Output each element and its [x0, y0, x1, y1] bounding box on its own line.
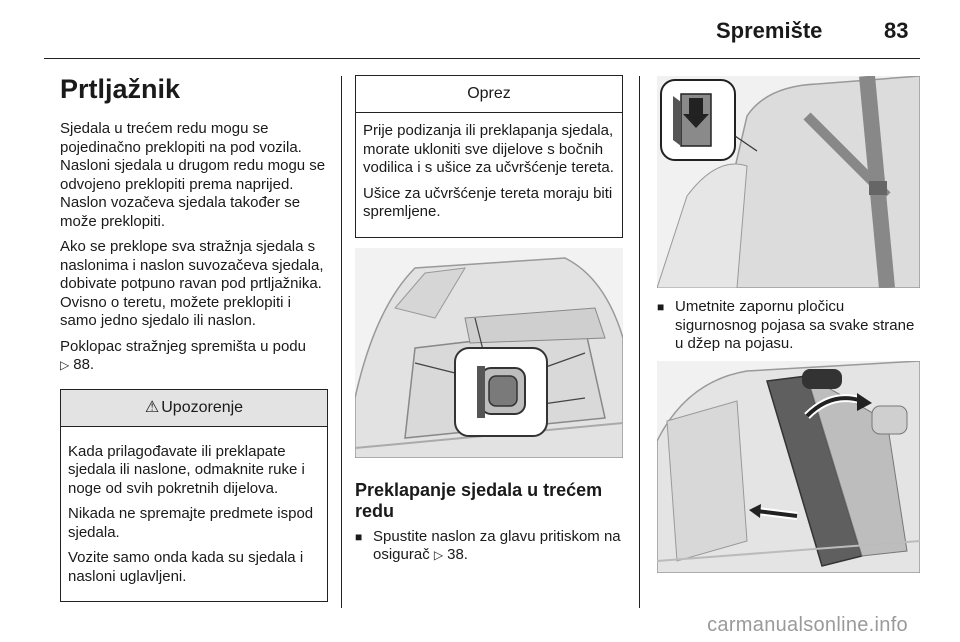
caution-body [356, 113, 622, 237]
page-reference-link[interactable]: ▷ 88. [60, 356, 94, 373]
warning-body [61, 427, 327, 602]
column-divider [341, 76, 342, 608]
watermark: carmanualsonline.info [707, 614, 908, 636]
instruction-bullet: ■ Umetnite zapornu pločicu sigurnosnog pojasa sa svake strane u džep na pojasu. [657, 298, 920, 354]
caution-header: Oprez [356, 76, 622, 113]
caution-paragraph: Ušice za učvršćenje tereta moraju biti spremljene. [363, 184, 613, 220]
paragraph: Ako se preklope sva stražnja sjedala s naslonima i naslon suvozačeva sjedala, dobivate potpuno ravan pod prtljažnika. Ovisno o teretu, možete preklopiti i samo jedno sjedalo ili naslon. [60, 238, 324, 329]
warning-title: Upozorenje [161, 398, 244, 416]
paragraph [60, 338, 328, 375]
column-divider [639, 76, 640, 608]
page-number: 83 [884, 18, 909, 43]
section-title: Spremište [716, 18, 823, 43]
seat-fold-illustration [657, 361, 920, 573]
warning-triangle-icon: ⚠ [144, 398, 160, 416]
column-1 [60, 70, 328, 602]
seat-belt-illustration [657, 76, 920, 288]
trunk-load-eye-illustration [355, 248, 623, 458]
paragraph: Sjedala u trećem redu mogu se pojedinačno preklopiti na pod vozila. Nasloni sjedala u drugom redu mogu se odvojeno preklopiti prema naprijed. Naslon vozačeva sjedala također se može preklopiti. [60, 120, 326, 230]
subsection-heading: Preklapanje sjedala u trećem redu [355, 479, 603, 521]
instruction-bullet [355, 528, 623, 565]
warning-paragraph: Nikada ne spremajte predmete ispod sjedala. [68, 505, 314, 541]
column-3 [657, 76, 920, 573]
header-rule [44, 58, 920, 59]
caution-paragraph: Prije podizanja ili preklapanja sjedala, morate ukloniti sve dijelove s bočnih vodilica i s ušice za učvršćenje tereta. [363, 122, 614, 176]
warning-box [60, 389, 328, 603]
bullet-text: Spustite naslon za glavu pritiskom na osigurač [373, 527, 621, 563]
section-heading: Prtljažnik [60, 74, 181, 104]
page-reference-link[interactable]: ▷ 38. [434, 546, 468, 563]
warning-paragraph: Kada prilagođavate ili preklapate sjedala ili naslone, odmaknite ruke i noge od svih pokretnih dijelova. [68, 442, 305, 497]
warning-header [61, 390, 327, 427]
caution-box [355, 75, 623, 238]
paragraph-text: Poklopac stražnjeg spremišta u podu [60, 337, 306, 355]
column-2 [355, 75, 623, 572]
warning-paragraph: Vozite samo onda kada su sjedala i nasloni uglavljeni. [68, 549, 304, 585]
